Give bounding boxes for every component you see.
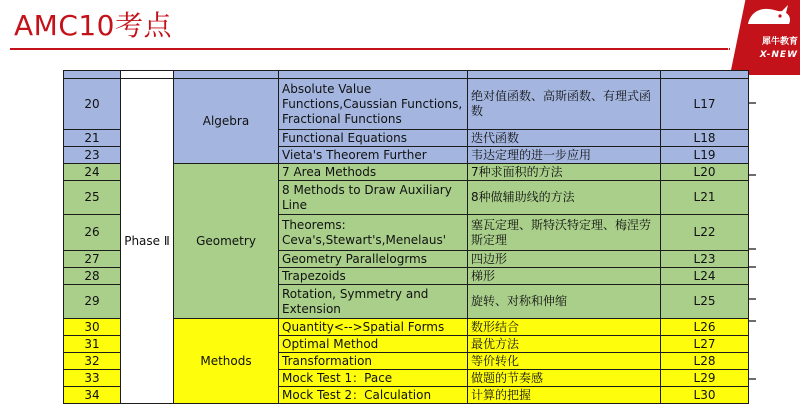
topic-en: Trapezoids: [279, 268, 468, 285]
topic-en: 7 Area Methods: [279, 164, 468, 181]
category-geometry: Geometry: [174, 164, 279, 319]
topic-cn: 梯形: [468, 268, 661, 285]
row-number: 21: [64, 130, 121, 147]
phase-cell: Phase Ⅱ: [121, 79, 174, 404]
category-methods: Methods: [174, 319, 279, 404]
topic-en: Transformation: [279, 353, 468, 370]
row-number: 33: [64, 370, 121, 387]
lesson-code: L17: [661, 79, 749, 130]
row-number: 32: [64, 353, 121, 370]
lesson-code: L25: [661, 285, 749, 319]
brand-name-cn: 犀牛教育: [761, 37, 798, 47]
row-number: 31: [64, 336, 121, 353]
row-number: 20: [64, 79, 121, 130]
topic-cn: 绝对值函数、高斯函数、有理式函数: [468, 79, 661, 130]
lesson-code: L23: [661, 251, 749, 268]
rhino-icon: [744, 2, 794, 30]
row-number: 29: [64, 285, 121, 319]
topic-en: Rotation, Symmetry and Extension: [279, 285, 468, 319]
curriculum-table: [63, 70, 749, 404]
topic-en: Optimal Method: [279, 336, 468, 353]
row-number: 30: [64, 319, 121, 336]
topic-cn: 7种求面积的方法: [468, 164, 661, 181]
lesson-code: L29: [661, 370, 749, 387]
topic-cn: 计算的把握: [468, 387, 661, 404]
slide-title: AMC10考点: [14, 9, 172, 42]
lesson-code: L19: [661, 147, 749, 164]
topic-en: Geometry Parallelogrms: [279, 251, 468, 268]
topic-en: Mock Test 1：Pace: [279, 370, 468, 387]
lesson-code: L28: [661, 353, 749, 370]
row-number: 27: [64, 251, 121, 268]
lesson-code: L27: [661, 336, 749, 353]
topic-en: Mock Test 2：Calculation: [279, 387, 468, 404]
topic-cn: 等价转化: [468, 353, 661, 370]
lesson-code: L24: [661, 268, 749, 285]
brand-name-en: X-NEW: [759, 50, 798, 60]
topic-cn: 旋转、对称和伸缩: [468, 285, 661, 319]
row-number: 25: [64, 181, 121, 215]
lesson-code: L22: [661, 215, 749, 251]
lesson-code: L26: [661, 319, 749, 336]
topic-en: Theorems: Ceva's,Stewart's,Menelaus': [279, 215, 468, 251]
topic-en: 8 Methods to Draw Auxiliary Line: [279, 181, 468, 215]
row-number: 28: [64, 268, 121, 285]
topic-cn: 最优方法: [468, 336, 661, 353]
topic-cn: 四边形: [468, 251, 661, 268]
topic-cn: 迭代函数: [468, 130, 661, 147]
lesson-code: L20: [661, 164, 749, 181]
row-number: 24: [64, 164, 121, 181]
topic-en: Vieta's Theorem Further: [279, 147, 468, 164]
topic-en: Functional Equations: [279, 130, 468, 147]
background-text-fragments: [748, 70, 760, 400]
row-number: 34: [64, 387, 121, 404]
table-row: [64, 79, 749, 130]
category-algebra: Algebra: [174, 79, 279, 164]
topic-cn: 8种做辅助线的方法: [468, 181, 661, 215]
topic-cn: 数形结合: [468, 319, 661, 336]
title-underline: [10, 48, 730, 50]
lesson-code: L21: [661, 181, 749, 215]
topic-cn: 韦达定理的进一步应用: [468, 147, 661, 164]
banner-corner-decoration: [728, 0, 744, 52]
table-header-row: [64, 71, 749, 79]
topic-cn: 塞瓦定理、斯特沃特定理、梅涅劳斯定理: [468, 215, 661, 251]
row-number: 26: [64, 215, 121, 251]
topic-en: Quantity<-->Spatial Forms: [279, 319, 468, 336]
lesson-code: L18: [661, 130, 749, 147]
row-number: 23: [64, 147, 121, 164]
lesson-code: L30: [661, 387, 749, 404]
topic-cn: 做题的节奏感: [468, 370, 661, 387]
topic-en: Absolute Value Functions,Caussian Functions, Fractional Functions: [279, 79, 468, 130]
